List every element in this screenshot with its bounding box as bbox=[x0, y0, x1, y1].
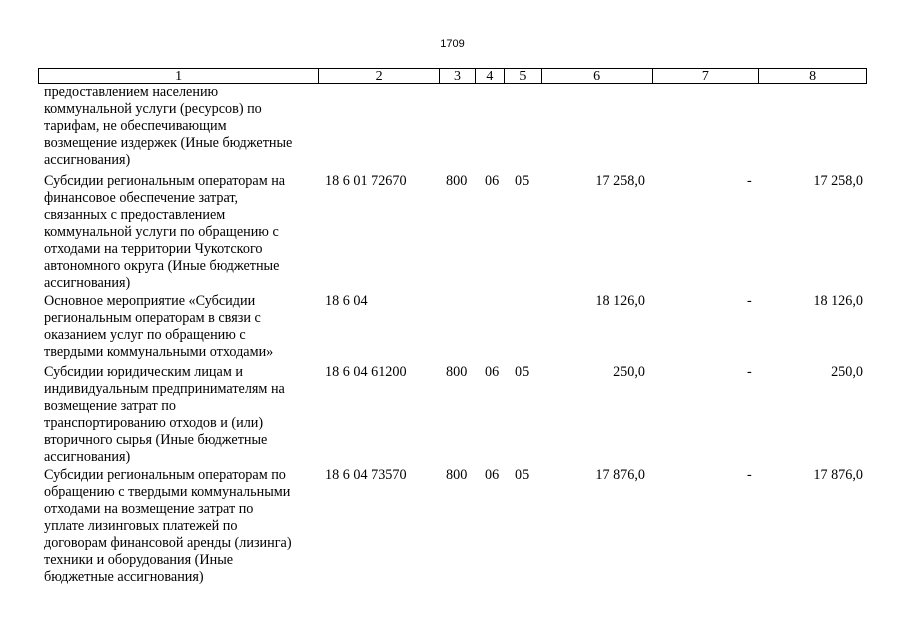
row-name-line: бюджетные ассигнования) bbox=[44, 569, 204, 585]
row-name-line: транспортированию отходов и (или) bbox=[44, 415, 264, 431]
row-name-line: возмещение издержек (Иные бюджетные bbox=[44, 135, 293, 151]
row-expense-type: 800 bbox=[446, 173, 468, 189]
row-name-line: коммунальной услуги по обращению с bbox=[44, 224, 279, 240]
row-name-line: Субсидии юридическим лицам и bbox=[44, 364, 243, 380]
row-amount-regional: 18 126,0 bbox=[813, 293, 863, 309]
row-name-line: ассигнования) bbox=[44, 152, 131, 168]
row-target-code: 18 6 04 bbox=[325, 293, 368, 309]
row-name-line: техники и оборудования (Иные bbox=[44, 552, 234, 568]
row-amount-total: 17 876,0 bbox=[595, 467, 645, 483]
row-expense-type: 800 bbox=[446, 467, 468, 483]
row-subsection: 05 bbox=[515, 467, 530, 483]
page-number: 1709 bbox=[440, 38, 465, 50]
row-name-line: договорам финансовой аренды (лизинга) bbox=[44, 535, 292, 551]
column-header-2: 2 bbox=[319, 69, 440, 83]
row-amount-federal: - bbox=[747, 364, 752, 380]
row-name-line: ассигнования) bbox=[44, 449, 131, 465]
row-name-line: тарифам, не обеспечивающим bbox=[44, 118, 227, 134]
row-name-line: региональным операторам в связи с bbox=[44, 310, 261, 326]
row-subsection: 05 bbox=[515, 173, 530, 189]
column-header-4: 4 bbox=[476, 69, 505, 83]
row-target-code: 18 6 01 72670 bbox=[325, 173, 407, 189]
row-name-line: ассигнования) bbox=[44, 275, 131, 291]
row-name-line: уплате лизинговых платежей по bbox=[44, 518, 238, 534]
row-amount-federal: - bbox=[747, 467, 752, 483]
row-section: 06 bbox=[485, 467, 500, 483]
row-name-line: финансовое обеспечение затрат, bbox=[44, 190, 239, 206]
column-header-3: 3 bbox=[440, 69, 476, 83]
row-name-line: коммунальной услуги (ресурсов) по bbox=[44, 101, 262, 117]
column-header-6: 6 bbox=[542, 69, 653, 83]
row-name-line: Субсидии региональным операторам по bbox=[44, 467, 286, 483]
row-name-line: предоставлением населению bbox=[44, 84, 219, 100]
row-section: 06 bbox=[485, 364, 500, 380]
row-section: 06 bbox=[485, 173, 500, 189]
column-header-7: 7 bbox=[653, 69, 760, 83]
row-target-code: 18 6 04 61200 bbox=[325, 364, 407, 380]
row-amount-regional: 17 258,0 bbox=[813, 173, 863, 189]
table-header-row bbox=[38, 68, 867, 84]
row-name-line: вторичного сырья (Иные бюджетные bbox=[44, 432, 268, 448]
row-amount-regional: 17 876,0 bbox=[813, 467, 863, 483]
row-name-line: оказанием услуг по обращению с bbox=[44, 327, 246, 343]
row-amount-regional: 250,0 bbox=[831, 364, 863, 380]
row-amount-total: 250,0 bbox=[613, 364, 645, 380]
row-amount-total: 17 258,0 bbox=[595, 173, 645, 189]
row-expense-type: 800 bbox=[446, 364, 468, 380]
row-name-line: отходами на территории Чукотского bbox=[44, 241, 263, 257]
row-name-line: обращению с твердыми коммунальными bbox=[44, 484, 291, 500]
row-name-line: автономного округа (Иные бюджетные bbox=[44, 258, 280, 274]
row-subsection: 05 bbox=[515, 364, 530, 380]
row-name-line: Основное мероприятие «Субсидии bbox=[44, 293, 256, 309]
row-name-line: твердыми коммунальными отходами» bbox=[44, 344, 274, 360]
row-amount-federal: - bbox=[747, 293, 752, 309]
row-amount-total: 18 126,0 bbox=[595, 293, 645, 309]
row-name-line: Субсидии региональным операторам на bbox=[44, 173, 286, 189]
row-name-line: индивидуальным предпринимателям на bbox=[44, 381, 285, 397]
row-name-line: отходами на возмещение затрат по bbox=[44, 501, 254, 517]
row-name-line: связанных с предоставлением bbox=[44, 207, 226, 223]
row-target-code: 18 6 04 73570 bbox=[325, 467, 407, 483]
column-header-1: 1 bbox=[39, 69, 319, 83]
row-name-line: возмещение затрат по bbox=[44, 398, 176, 414]
row-amount-federal: - bbox=[747, 173, 752, 189]
column-header-5: 5 bbox=[505, 69, 542, 83]
column-header-8: 8 bbox=[809, 69, 817, 84]
